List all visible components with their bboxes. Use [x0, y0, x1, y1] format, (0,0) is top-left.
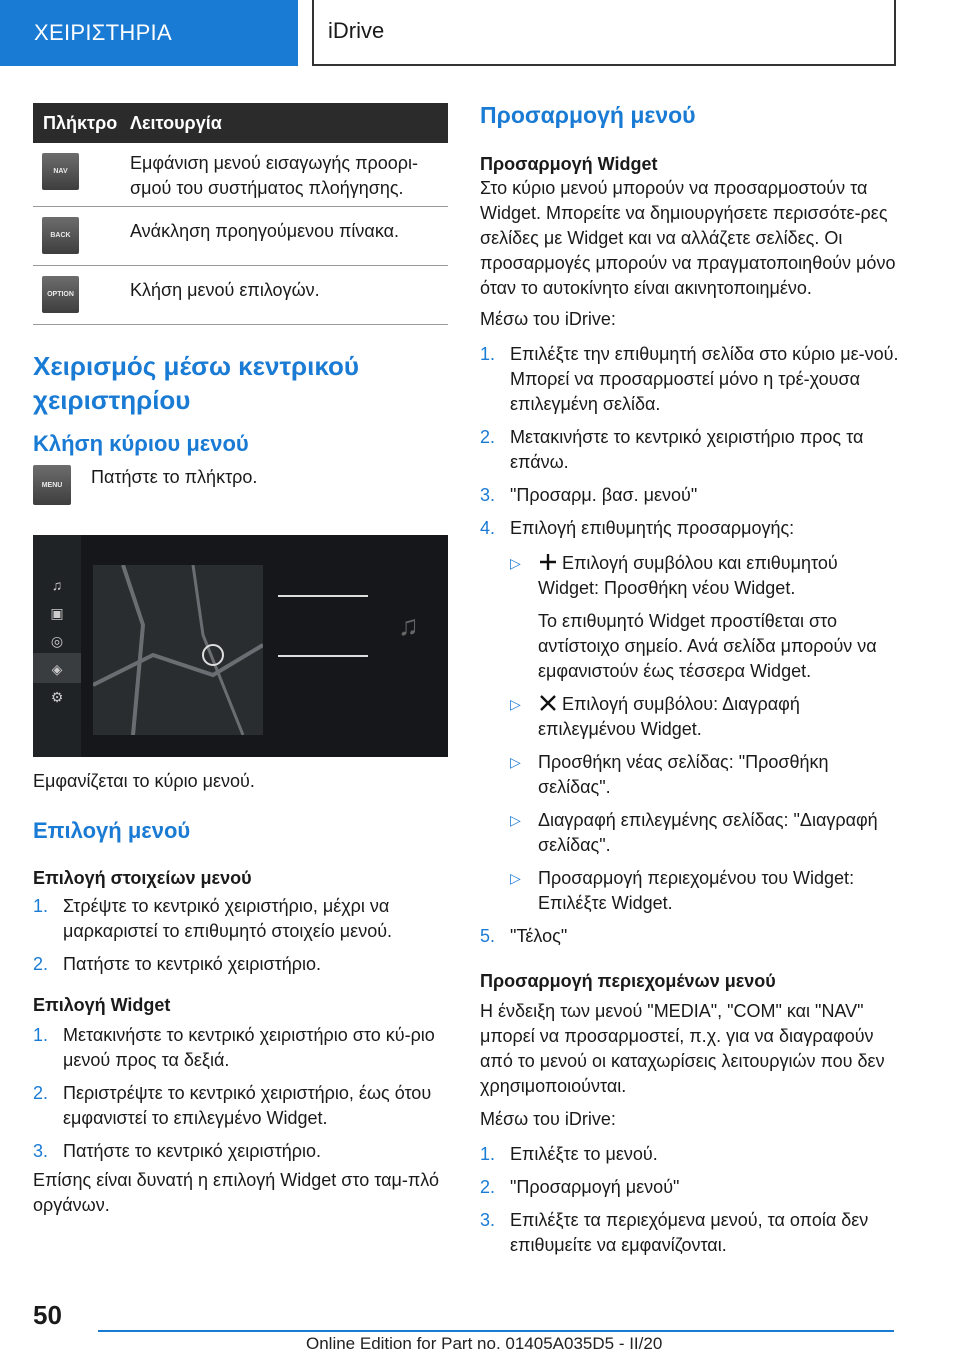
list-item: 3. Πατήστε το κεντρικό χειριστήριο.: [33, 1141, 321, 1161]
list-item: 2. Περιστρέψτε το κεντρικό χειριστήριο, έως ότου εμφανιστεί το επιλεγμένο Widget.: [33, 1083, 432, 1128]
via-idrive: Μέσω του iDrive:: [480, 309, 616, 329]
list-item: ▷ Επιλογή συμβόλου: Διαγραφή επιλεγμένου Widget.: [510, 694, 800, 739]
edition-link[interactable]: Online Edition for Part no. 01405A035D5 - II/20: [306, 1334, 663, 1353]
left-column: [33, 103, 448, 1218]
page-number: 50: [33, 1300, 62, 1330]
list-item: ▷ Προσαρμογή περιεχομένου του Widget: Επιλέξτε Widget.: [510, 868, 855, 913]
topic-heading: Προσαρμογή περιεχομένων μενού: [480, 971, 776, 991]
list-item: ▷ Διαγραφή επιλεγμένης σελίδας: "Διαγραφή σελίδας".: [510, 810, 878, 855]
keys-table-header: [33, 103, 448, 143]
widget-select-steps: [33, 1023, 448, 1164]
via-idrive: Μέσω του iDrive:: [480, 1109, 616, 1129]
table-cell: Εμφάνιση μενού εισαγωγής προορι-σμού του συστήματος πλοήγησης.: [130, 153, 419, 198]
list-item: 1. Στρέψτε το κεντρικό χειριστήριο, μέχρι να μαρκαριστεί το επιθυμητό στοιχείο μενού.: [33, 896, 393, 941]
nav-icon: ◎: [50, 633, 64, 649]
car-icon: ◈: [51, 661, 63, 677]
section-heading: Προσαρμογή μενού: [480, 102, 696, 128]
widget-intro: Στο κύριο μενού μπορούν να προσαρμοστούν τα Widget. Μπορείτε να δημιουργήσετε περισσότε-ρες σελίδες με Widget και να αλλάζετε σελίδες. Οι προσαρμογές μπορούν να πραγματοποιηθούν μόνο όταν το αυτοκίνητο είναι ακινητοποιημένο.: [480, 178, 896, 298]
menu-key-row: [33, 465, 448, 505]
note-text: Επίσης είναι δυνατή η επιλογή Widget στο ταμ-πλό οργάνων.: [33, 1170, 440, 1215]
list-item: 2. Πατήστε το κεντρικό χειριστήριο.: [33, 954, 321, 974]
menu-key-icon: MENU: [33, 465, 71, 505]
list-item: 1. Επιλέξτε την επιθυμητή σελίδα στο κύριο με-νού. Μπορεί να προσαρμοστεί μόνο η τρέ-χουσα επιλεγμένη σελίδα.: [480, 344, 899, 414]
nav-key-icon: NAV: [42, 153, 79, 190]
press-key-text: Πατήστε το πλήκτρο.: [91, 467, 258, 487]
content-intro: Η ένδειξη των μενού "MEDIA", "COM" και "NAV" μπορεί να προσαρμοστεί, π.χ. για να διαγραφούν από το μενού οι καταχωρίσεις λειτουργιών που δεν χρησιμοποιούνται.: [480, 1001, 885, 1096]
elements-steps: [33, 894, 448, 977]
page-header: [0, 0, 960, 66]
list-item: 2. Μετακινήστε το κεντρικό χειριστήριο προς τα επάνω.: [480, 427, 864, 472]
content-steps: [480, 1142, 900, 1258]
topic-heading: Επιλογή στοιχείων μενού: [33, 868, 252, 888]
table-cell: Κλήση μενού επιλογών.: [130, 280, 320, 300]
col-key-header: Πλήκτρο: [43, 112, 118, 133]
subsection-heading: Κλήση κύριου μενού: [33, 431, 249, 456]
section-heading: Χειρισμός μέσω κεντρικού χειριστηρίου: [33, 351, 360, 415]
chapter-title: iDrive: [312, 0, 896, 66]
section-tab[interactable]: ΧΕΙΡΙΣΤΗΡΙΑ: [0, 0, 298, 66]
customize-options: [510, 551, 900, 916]
list-item: 5. "Τέλος": [480, 926, 568, 946]
settings-icon: ⚙: [50, 689, 64, 705]
table-row: [33, 266, 448, 325]
widget-custom-steps: [480, 342, 900, 541]
music-widget-icon: ♫: [398, 610, 419, 641]
topic-heading: Επιλογή Widget: [33, 995, 171, 1015]
table-row: [33, 143, 448, 207]
music-icon: ♫: [51, 577, 63, 593]
table-row: [33, 207, 448, 266]
list-item: 1. Επιλέξτε το μενού.: [480, 1144, 658, 1164]
map-roads: [93, 565, 263, 735]
topic-heading: Προσαρμογή Widget: [480, 154, 658, 174]
list-item: 3. Επιλέξτε τα περιεχόμενα μενού, τα οποία δεν επιθυμείτε να εμφανίζονται.: [480, 1210, 869, 1255]
subsection-heading: Επιλογή μενού: [33, 818, 191, 843]
col-function-header: Λειτουργία: [130, 112, 222, 133]
list-item: 1. Μετακινήστε το κεντρικό χειριστήριο στο κύ-ριο μενού προς τα δεξιά.: [33, 1025, 435, 1070]
map-widget: [93, 565, 263, 735]
list-item: 4. Επιλογή επιθυμητής προσαρμογής:: [480, 518, 795, 538]
plus-icon: [538, 553, 558, 571]
list-item: 3. "Προσαρμ. βασ. μενού": [480, 485, 698, 505]
phone-icon: ▣: [50, 605, 64, 621]
final-step: [480, 924, 900, 949]
widget-line: [278, 595, 368, 597]
widget-line: [278, 655, 368, 657]
list-item: ▷ Προσθήκη νέας σελίδας: "Προσθήκη σελίδας".: [510, 752, 829, 797]
list-item: ▷ Επιλογή συμβόλου και επιθυμητού Widget: Προσθήκη νέου Widget. Το επιθυμητό Widget προστίθεται στο αντίστοιχο σημείο. Ανά σελίδα μπορούν να εμφανιστούν έως τέσσερα Widget.: [510, 553, 877, 681]
main-menu-screenshot: [33, 535, 448, 757]
cross-icon: [538, 694, 558, 712]
footer-divider: [98, 1330, 894, 1332]
option-key-icon: OPTION: [42, 276, 79, 313]
table-cell: Ανάκληση προηγούμενου πίνακα.: [130, 221, 400, 241]
right-column: [480, 100, 900, 1258]
keys-table: [33, 103, 448, 325]
caption: Εμφανίζεται το κύριο μενού.: [33, 771, 255, 791]
list-item: 2. "Προσαρμογή μενού": [480, 1177, 680, 1197]
back-key-icon: BACK: [42, 217, 79, 254]
